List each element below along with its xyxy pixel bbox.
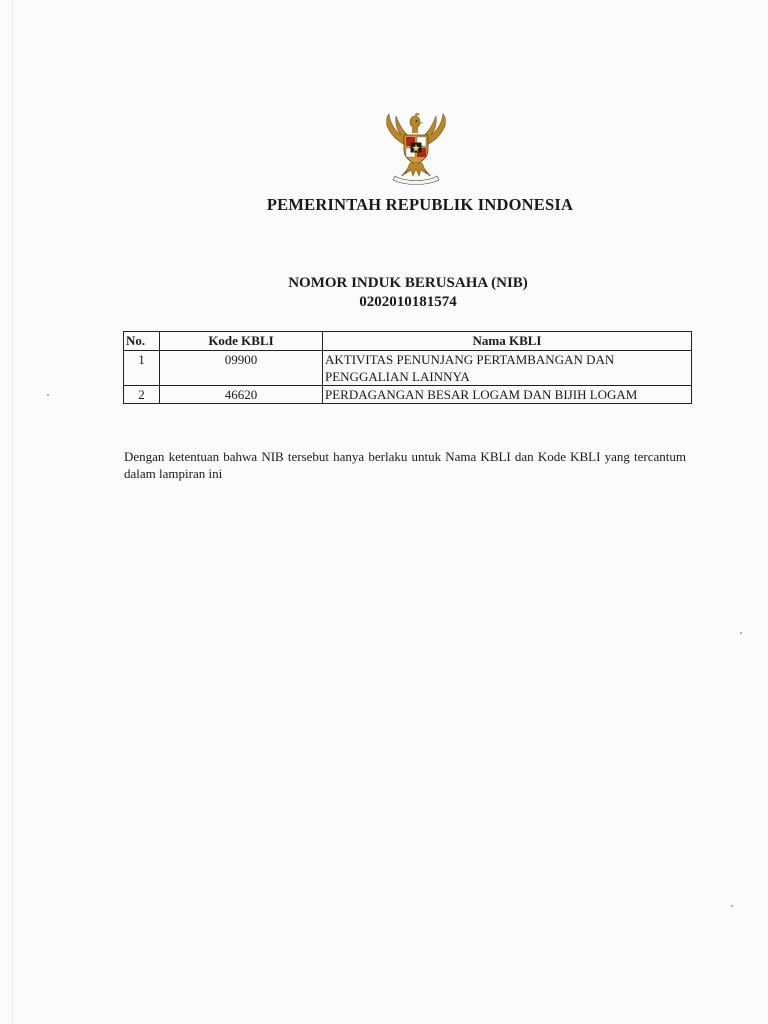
- row-no: 1: [124, 351, 160, 386]
- garuda-emblem-icon: [377, 108, 455, 186]
- scan-speck: [47, 394, 49, 396]
- scan-speck: [731, 905, 733, 907]
- page-edge: [12, 0, 13, 1024]
- row-kode-kbli: 09900: [160, 351, 323, 386]
- row-nama-kbli: AKTIVITAS PENUNJANG PERTAMBANGAN DAN PENGGALIAN LAINNYA: [323, 351, 692, 386]
- table-header-row: [124, 332, 692, 351]
- nib-heading: [0, 274, 768, 312]
- nib-number: 0202010181574: [359, 294, 457, 310]
- table-row: [124, 351, 692, 386]
- header-nama-kbli: Nama KBLI: [323, 332, 692, 351]
- row-kode-kbli: 46620: [160, 386, 323, 404]
- government-title: PEMERINTAH REPUBLIK INDONESIA: [266, 195, 574, 214]
- header-no: No.: [124, 332, 160, 351]
- table-row: [124, 386, 692, 404]
- validity-note: Dengan ketentuan bahwa NIB tersebut hanya berlaku untuk Nama KBLI dan Kode KBLI yang tercantum dalam lampiran ini: [124, 449, 686, 481]
- header-kode-kbli: Kode KBLI: [160, 332, 323, 351]
- kbli-table: [123, 331, 692, 404]
- nib-label: NOMOR INDUK BERUSAHA (NIB): [288, 275, 528, 291]
- scan-speck: [740, 632, 742, 634]
- row-no: 2: [124, 386, 160, 404]
- row-nama-kbli: PERDAGANGAN BESAR LOGAM DAN BIJIH LOGAM: [323, 386, 692, 404]
